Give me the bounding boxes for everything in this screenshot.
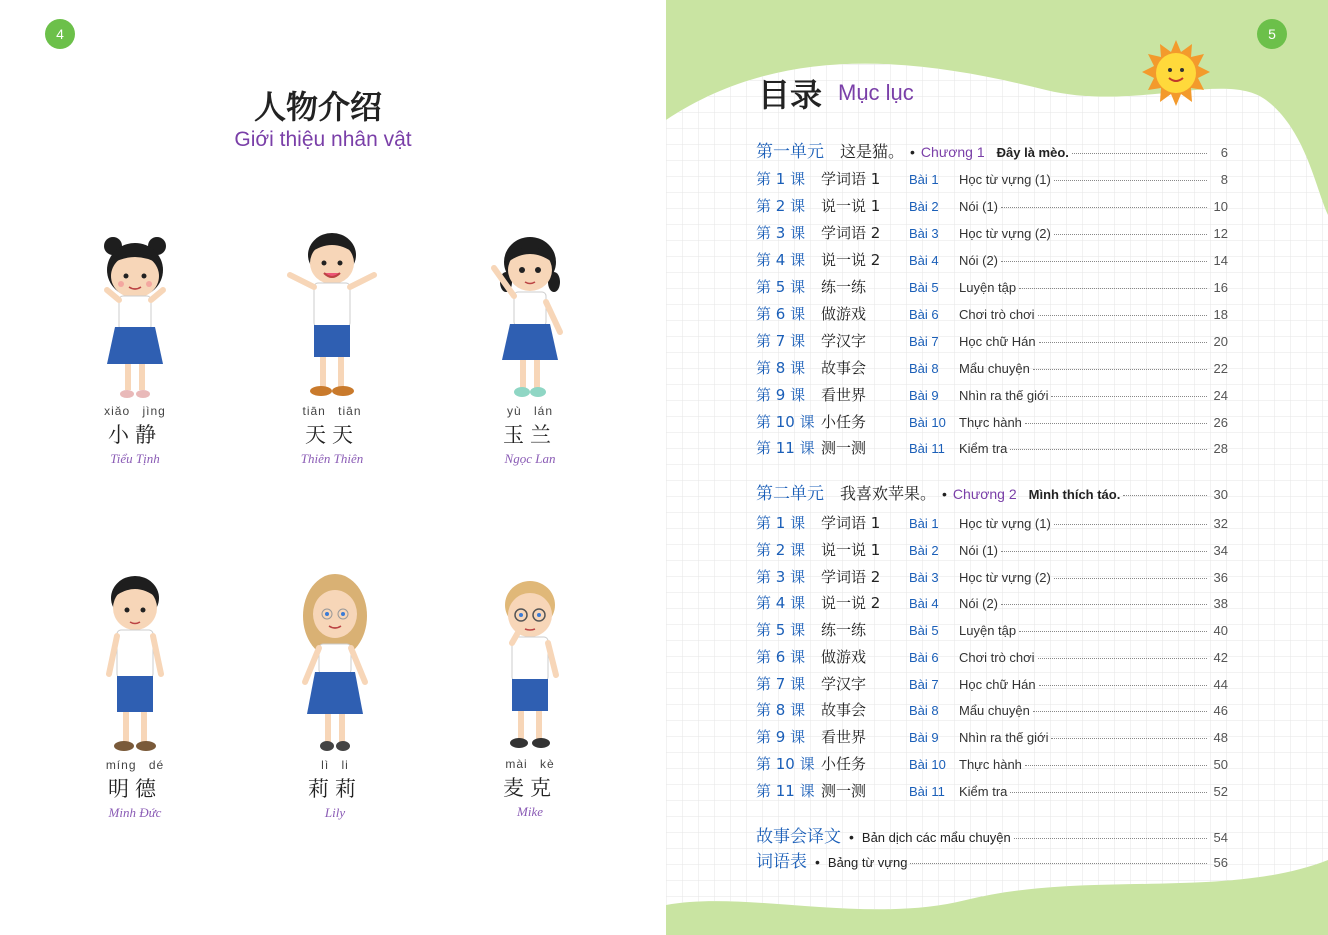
lesson-bai: Bài 10 xyxy=(909,415,946,430)
page-subtitle: Giới thiệu nhân vật xyxy=(234,128,412,151)
lesson-bai: Bài 11 xyxy=(909,441,945,456)
lesson-chinese: 说一说 1 xyxy=(821,197,881,215)
lesson-chinese: 学词语 1 xyxy=(821,514,881,532)
lesson-chinese: 学词语 2 xyxy=(821,224,881,242)
leader-dots xyxy=(1001,261,1207,262)
leader-dots xyxy=(1054,578,1207,579)
lesson-number: 第 11 课 xyxy=(756,439,815,457)
lesson-bai: Bài 7 xyxy=(909,334,939,349)
page-ref: 42 xyxy=(1213,650,1228,665)
lesson-vietnamese: Học chữ Hán xyxy=(959,677,1036,692)
leader-dots xyxy=(1019,288,1207,289)
character-hanzi: 玉兰 xyxy=(503,423,557,447)
page-ref: 32 xyxy=(1213,516,1228,531)
toc-row[interactable] xyxy=(756,780,1228,800)
bullet: • xyxy=(849,829,854,845)
lesson-bai: Bài 8 xyxy=(909,361,939,376)
lesson-number: 第 8 课 xyxy=(756,701,806,719)
leader-dots xyxy=(1010,449,1207,450)
unit-number: 第二单元 xyxy=(756,484,824,504)
lesson-vietnamese: Chơi trò chơi xyxy=(959,650,1035,665)
toc-row[interactable] xyxy=(756,276,1228,296)
lesson-number: 第 5 课 xyxy=(756,278,806,296)
unit-title: 我喜欢苹果。 xyxy=(840,484,937,503)
character-mike xyxy=(470,575,590,820)
lesson-bai: Bài 2 xyxy=(909,543,939,558)
page-ref: 20 xyxy=(1213,334,1228,349)
sun-icon xyxy=(1140,38,1212,110)
character-lily xyxy=(275,572,395,821)
lesson-bai: Bài 7 xyxy=(909,677,939,692)
leader-dots xyxy=(1123,495,1207,496)
lesson-bai: Bài 9 xyxy=(909,388,939,403)
character-pinyin: míng dé xyxy=(105,758,165,772)
unit-number: 第一单元 xyxy=(756,142,824,162)
unit-title: 这是猫。 xyxy=(840,142,905,161)
toc-row[interactable] xyxy=(756,566,1228,586)
lesson-chinese: 看世界 xyxy=(821,386,867,404)
page-ref: 50 xyxy=(1213,757,1228,772)
girl-illustration xyxy=(275,572,395,758)
lesson-number: 第 10 课 xyxy=(756,413,815,431)
girl-illustration xyxy=(470,232,590,404)
lesson-vietnamese: Nhìn ra thế giới xyxy=(959,388,1049,403)
lesson-bai: Bài 10 xyxy=(909,757,946,772)
boy-illustration xyxy=(470,575,590,757)
toc-row[interactable] xyxy=(756,411,1228,431)
lesson-vietnamese: Học từ vựng (2) xyxy=(959,570,1051,585)
lesson-bai: Bài 4 xyxy=(909,596,939,611)
character-yulan xyxy=(470,232,590,467)
lesson-number: 第 8 课 xyxy=(756,359,806,377)
page-ref: 26 xyxy=(1213,415,1228,430)
boy-illustration xyxy=(75,570,195,758)
page-ref: 6 xyxy=(1220,145,1228,160)
character-hanzi: 麦克 xyxy=(503,776,557,800)
page-ref: 36 xyxy=(1213,570,1228,585)
lesson-number: 第 1 课 xyxy=(756,170,806,188)
bullet: • xyxy=(910,144,915,160)
toc-row[interactable] xyxy=(756,195,1228,215)
chapter-label: Chương 2 xyxy=(952,486,1017,502)
lesson-bai: Bài 4 xyxy=(909,253,939,268)
character-hanzi: 莉莉 xyxy=(308,777,362,801)
lesson-vietnamese: Nói (2) xyxy=(959,253,999,268)
lesson-chinese: 看世界 xyxy=(821,728,867,746)
lesson-vietnamese: Kiểm tra xyxy=(959,784,1008,799)
leader-dots xyxy=(1051,738,1207,739)
character-vietnamese: Ngọc Lan xyxy=(504,451,556,466)
page-ref: 38 xyxy=(1213,596,1228,611)
lesson-chinese: 测一测 xyxy=(821,782,867,800)
right-page xyxy=(666,0,1328,935)
character-tiantian xyxy=(272,225,392,467)
leader-dots xyxy=(1039,342,1207,343)
lesson-vietnamese: Mẩu chuyện xyxy=(959,703,1030,718)
toc-row[interactable] xyxy=(756,330,1228,350)
toc-row[interactable] xyxy=(756,753,1228,773)
lesson-chinese: 小任务 xyxy=(821,413,867,431)
lesson-number: 第 3 课 xyxy=(756,568,806,586)
character-hanzi: 明德 xyxy=(108,777,162,801)
toc-title: 目录 xyxy=(758,76,823,114)
page-ref: 28 xyxy=(1213,441,1228,456)
leader-dots xyxy=(1054,524,1207,525)
page-title: 人物介绍 xyxy=(253,88,382,126)
toc-row[interactable] xyxy=(756,249,1228,269)
lesson-bai: Bài 6 xyxy=(909,650,939,665)
page-ref: 8 xyxy=(1220,172,1228,187)
lesson-chinese: 说一说 1 xyxy=(821,541,881,559)
toc-row[interactable] xyxy=(756,699,1228,719)
leader-dots xyxy=(910,863,1207,864)
character-pinyin: mài kè xyxy=(505,757,555,771)
lesson-chinese: 做游戏 xyxy=(821,648,867,666)
lesson-chinese: 测一测 xyxy=(821,439,867,457)
lesson-vietnamese: Nói (2) xyxy=(959,596,999,611)
lesson-number: 第 7 课 xyxy=(756,332,806,350)
lesson-chinese: 小任务 xyxy=(821,755,867,773)
page-ref: 16 xyxy=(1213,280,1228,295)
toc-row[interactable] xyxy=(756,303,1228,323)
page-ref: 44 xyxy=(1213,677,1228,692)
lesson-bai: Bài 3 xyxy=(909,226,939,241)
lesson-vietnamese: Học chữ Hán xyxy=(959,334,1036,349)
extra-vietnamese: Bảng từ vựng xyxy=(827,855,908,870)
toc-row[interactable] xyxy=(756,168,1228,188)
page-ref: 46 xyxy=(1213,703,1228,718)
page-ref: 14 xyxy=(1213,253,1228,268)
character-pinyin: xiǎo jìng xyxy=(104,404,166,418)
lesson-vietnamese: Học từ vựng (1) xyxy=(959,516,1051,531)
lesson-bai: Bài 3 xyxy=(909,570,939,585)
lesson-bai: Bài 6 xyxy=(909,307,939,322)
toc-row[interactable] xyxy=(756,357,1228,377)
leader-dots xyxy=(1010,792,1207,793)
toc-row[interactable] xyxy=(756,726,1228,746)
lesson-chinese: 说一说 2 xyxy=(821,251,881,269)
lesson-number: 第 10 课 xyxy=(756,755,815,773)
lesson-vietnamese: Mẩu chuyện xyxy=(959,361,1030,376)
character-hanzi: 小静 xyxy=(108,423,162,447)
lesson-number: 第 1 课 xyxy=(756,514,806,532)
toc-row[interactable] xyxy=(756,619,1228,639)
lesson-number: 第 5 课 xyxy=(756,621,806,639)
page-number-left: 4 xyxy=(45,19,75,49)
chapter-title: Mình thích táo. xyxy=(1028,487,1121,502)
lesson-chinese: 说一说 2 xyxy=(821,594,881,612)
page-ref: 40 xyxy=(1213,623,1228,638)
leader-dots xyxy=(1054,234,1207,235)
leader-dots xyxy=(1019,631,1207,632)
lesson-vietnamese: Học từ vựng (2) xyxy=(959,226,1051,241)
lesson-chinese: 学汉字 xyxy=(821,675,867,693)
page-number-right: 5 xyxy=(1257,19,1287,49)
character-vietnamese: Mike xyxy=(517,804,543,819)
toc-row[interactable] xyxy=(756,539,1228,559)
lesson-number: 第 2 课 xyxy=(756,541,806,559)
page-ref: 12 xyxy=(1213,226,1228,241)
leader-dots xyxy=(1051,396,1207,397)
character-pinyin: lì li xyxy=(321,758,349,772)
toc-row[interactable] xyxy=(756,592,1228,612)
lesson-vietnamese: Thực hành xyxy=(959,415,1022,430)
boy-illustration xyxy=(272,225,392,404)
leader-dots xyxy=(1038,315,1207,316)
lesson-bai: Bài 5 xyxy=(909,280,939,295)
character-hanzi: 天天 xyxy=(305,423,359,447)
leader-dots xyxy=(1072,153,1207,154)
lesson-chinese: 做游戏 xyxy=(821,305,867,323)
lesson-bai: Bài 2 xyxy=(909,199,939,214)
lesson-number: 第 3 课 xyxy=(756,224,806,242)
toc-row[interactable] xyxy=(756,673,1228,693)
leader-dots xyxy=(1001,207,1207,208)
page-ref: 30 xyxy=(1213,487,1228,502)
bullet: • xyxy=(815,854,820,870)
lesson-number: 第 4 课 xyxy=(756,251,806,269)
leader-dots xyxy=(1001,604,1207,605)
toc-row[interactable] xyxy=(756,222,1228,242)
leader-dots xyxy=(1025,765,1207,766)
lesson-number: 第 2 课 xyxy=(756,197,806,215)
lesson-bai: Bài 11 xyxy=(909,784,945,799)
lesson-chinese: 学词语 2 xyxy=(821,568,881,586)
lesson-vietnamese: Kiểm tra xyxy=(959,441,1008,456)
character-mingde xyxy=(75,570,195,821)
lesson-number: 第 6 课 xyxy=(756,648,806,666)
chapter-title: Đây là mèo. xyxy=(996,145,1069,160)
lesson-bai: Bài 1 xyxy=(909,172,939,187)
toc-row[interactable] xyxy=(756,437,1228,457)
lesson-chinese: 学汉字 xyxy=(821,332,867,350)
toc-extra-row[interactable] xyxy=(756,847,1228,872)
lesson-number: 第 4 课 xyxy=(756,594,806,612)
leader-dots xyxy=(1014,838,1207,839)
character-xiaojing xyxy=(75,232,195,467)
lesson-bai: Bài 9 xyxy=(909,730,939,745)
lesson-chinese: 练一练 xyxy=(821,621,867,639)
toc-title-vietnamese: Mục lục xyxy=(838,80,914,105)
page-ref: 54 xyxy=(1213,830,1228,845)
toc-row[interactable] xyxy=(756,646,1228,666)
character-vietnamese: Minh Đức xyxy=(108,805,162,820)
leader-dots xyxy=(1038,658,1207,659)
lesson-vietnamese: Thực hành xyxy=(959,757,1022,772)
lesson-chinese: 故事会 xyxy=(821,701,867,719)
leader-dots xyxy=(1054,180,1207,181)
lesson-vietnamese: Học từ vựng (1) xyxy=(959,172,1051,187)
lesson-vietnamese: Luyện tập xyxy=(959,280,1017,295)
extra-chinese: 词语表 xyxy=(756,852,807,872)
lesson-chinese: 练一练 xyxy=(821,278,867,296)
leader-dots xyxy=(1039,685,1207,686)
girl-illustration xyxy=(75,232,195,404)
lesson-chinese: 学词语 1 xyxy=(821,170,881,188)
lesson-number: 第 9 课 xyxy=(756,728,806,746)
character-vietnamese: Thiên Thiên xyxy=(300,451,364,466)
page-ref: 52 xyxy=(1213,784,1228,799)
lesson-vietnamese: Chơi trò chơi xyxy=(959,307,1035,322)
lesson-bai: Bài 5 xyxy=(909,623,939,638)
page-ref: 24 xyxy=(1213,388,1228,403)
character-vietnamese: Lily xyxy=(324,805,346,820)
page-ref: 48 xyxy=(1213,730,1228,745)
bullet: • xyxy=(942,486,947,502)
lesson-bai: Bài 8 xyxy=(909,703,939,718)
character-pinyin: yù lán xyxy=(506,404,554,418)
lesson-vietnamese: Nhìn ra thế giới xyxy=(959,730,1049,745)
character-pinyin: tiān tiān xyxy=(302,404,362,418)
lesson-number: 第 6 课 xyxy=(756,305,806,323)
lesson-vietnamese: Nói (1) xyxy=(959,199,999,214)
lesson-number: 第 9 课 xyxy=(756,386,806,404)
page-ref: 22 xyxy=(1213,361,1228,376)
unit-header[interactable] xyxy=(756,137,1228,162)
leader-dots xyxy=(1001,551,1207,552)
lesson-bai: Bài 1 xyxy=(909,516,939,531)
toc-row[interactable] xyxy=(756,384,1228,404)
lesson-chinese: 故事会 xyxy=(821,359,867,377)
page-ref: 56 xyxy=(1213,855,1228,870)
page-ref: 18 xyxy=(1213,307,1228,322)
leader-dots xyxy=(1025,423,1207,424)
lesson-vietnamese: Luyện tập xyxy=(959,623,1017,638)
chapter-label: Chương 1 xyxy=(920,144,985,160)
character-vietnamese: Tiểu Tịnh xyxy=(110,451,160,466)
lesson-vietnamese: Nói (1) xyxy=(959,543,999,558)
extra-vietnamese: Bản dịch các mẩu chuyện xyxy=(861,830,1011,845)
page-ref: 10 xyxy=(1213,199,1228,214)
unit-header[interactable] xyxy=(756,479,1228,504)
lesson-number: 第 7 课 xyxy=(756,675,806,693)
toc-row[interactable] xyxy=(756,512,1228,532)
leader-dots xyxy=(1033,369,1207,370)
lesson-number: 第 11 课 xyxy=(756,782,815,800)
toc-extra-row[interactable] xyxy=(756,822,1228,847)
extra-chinese: 故事会译文 xyxy=(756,827,841,847)
page-ref: 34 xyxy=(1213,543,1228,558)
leader-dots xyxy=(1033,711,1207,712)
